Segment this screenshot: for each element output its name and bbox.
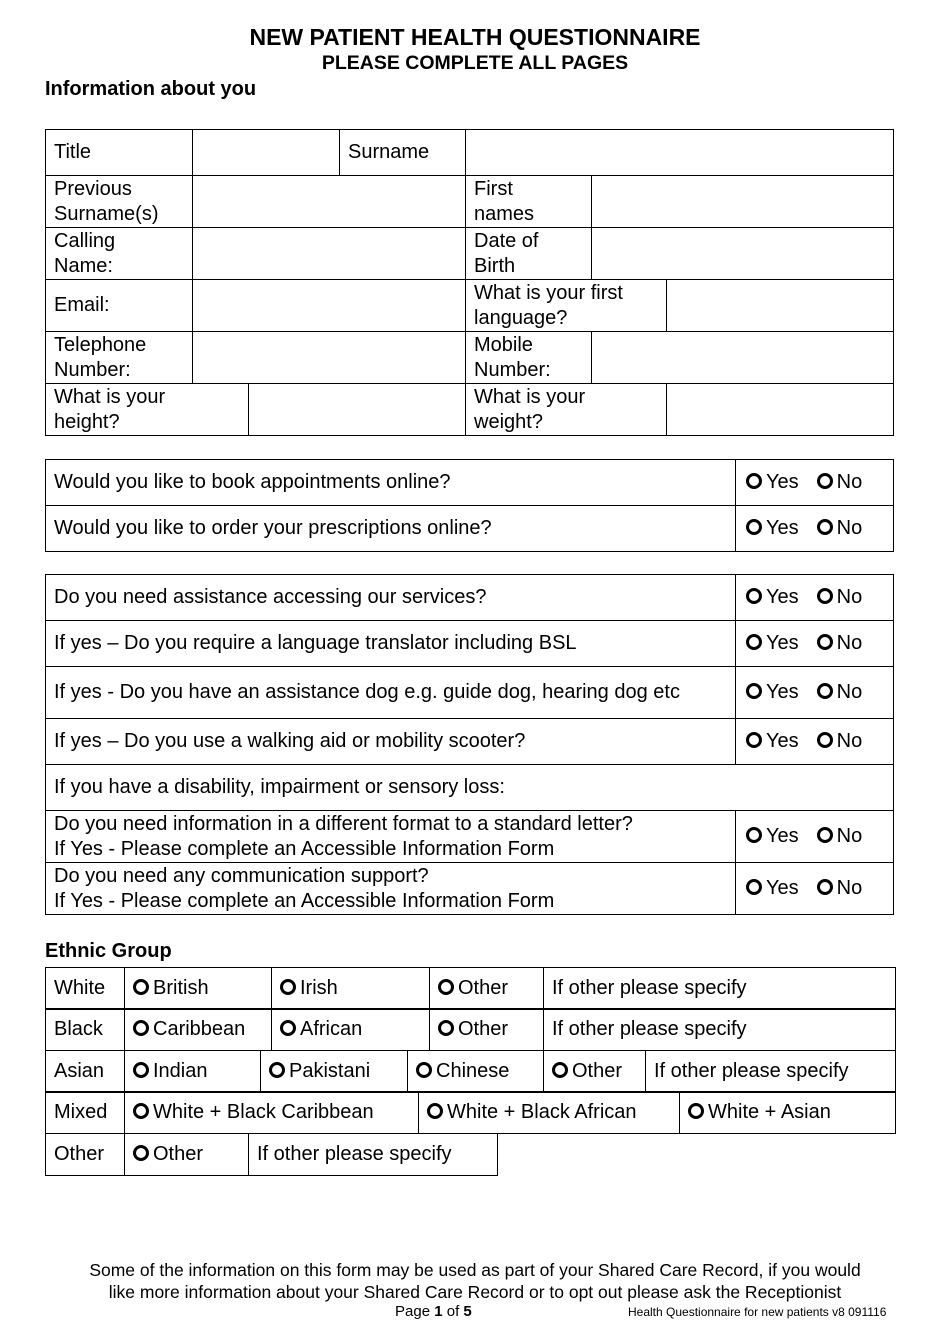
ethnic-white-irish-option[interactable]: Irish bbox=[280, 977, 338, 999]
page-number: Page 1 of 5 bbox=[395, 1303, 472, 1320]
translator-yes[interactable]: Yes bbox=[746, 632, 799, 654]
online-prescriptions-no[interactable]: No bbox=[817, 517, 863, 539]
form-version: Health Questionnaire for new patients v8 091116 bbox=[628, 1305, 887, 1319]
ethnic-other-specify-label: If other please specify bbox=[249, 1134, 498, 1176]
radio-icon bbox=[817, 519, 833, 535]
ethnic-other-label: Other bbox=[46, 1134, 125, 1176]
calling-name-label: Calling Name: bbox=[46, 228, 193, 280]
ethnic-mixed-white-black-caribbean-option[interactable]: White + Black Caribbean bbox=[133, 1101, 374, 1123]
radio-icon bbox=[280, 1020, 296, 1036]
ethnic-asian-label: Asian bbox=[46, 1051, 125, 1093]
different-format-no[interactable]: No bbox=[817, 825, 863, 847]
communication-support-question bbox=[46, 863, 736, 915]
ethnic-black-label: Black bbox=[46, 1009, 125, 1051]
radio-icon bbox=[817, 683, 833, 699]
different-format-line2: If Yes - Please complete an Accessible Information Form bbox=[54, 837, 555, 860]
previous-surname-label: Previous Surname(s) bbox=[46, 176, 193, 228]
radio-icon bbox=[438, 1020, 454, 1036]
first-language-label: What is your first language? bbox=[466, 280, 667, 332]
form-title: NEW PATIENT HEALTH QUESTIONNAIRE bbox=[249, 24, 701, 50]
different-format-question bbox=[46, 811, 736, 863]
ethnic-row-black bbox=[45, 1008, 896, 1051]
radio-icon bbox=[746, 588, 762, 604]
ethnic-mixed-white-asian-option[interactable]: White + Asian bbox=[688, 1101, 831, 1123]
assistance-question: Do you need assistance accessing our services? bbox=[46, 575, 736, 621]
assistance-dog-no[interactable]: No bbox=[817, 681, 863, 703]
first-names-field[interactable] bbox=[592, 176, 894, 228]
height-label: What is your height? bbox=[46, 384, 249, 436]
mobile-label: Mobile Number: bbox=[466, 332, 592, 384]
radio-icon bbox=[133, 1020, 149, 1036]
online-booking-yes[interactable]: Yes bbox=[746, 471, 799, 493]
calling-name-field[interactable] bbox=[193, 228, 466, 280]
radio-icon bbox=[688, 1103, 704, 1119]
ethnic-mixed-white-black-african-option[interactable]: White + Black African bbox=[427, 1101, 637, 1123]
surname-label: Surname bbox=[340, 130, 466, 176]
ethnic-other-other-option[interactable]: Other bbox=[133, 1143, 203, 1165]
first-language-field[interactable] bbox=[667, 280, 894, 332]
ethnic-asian-chinese-option[interactable]: Chinese bbox=[416, 1060, 509, 1082]
ethnic-row-mixed bbox=[45, 1091, 896, 1134]
radio-icon bbox=[438, 979, 454, 995]
ethnic-white-specify-field[interactable]: If other please specify bbox=[544, 968, 896, 1010]
email-label: Email: bbox=[46, 280, 193, 332]
ethnic-black-specify-field[interactable]: If other please specify bbox=[544, 1009, 896, 1051]
assistance-dog-yes[interactable]: Yes bbox=[746, 681, 799, 703]
section-heading-ethnic-group: Ethnic Group bbox=[45, 940, 172, 962]
assistance-dog-question: If yes - Do you have an assistance dog e.g. guide dog, hearing dog etc bbox=[46, 667, 736, 719]
online-prescriptions-yes[interactable]: Yes bbox=[746, 517, 799, 539]
ethnic-white-other-option[interactable]: Other bbox=[438, 977, 508, 999]
shared-care-notice-line1: Some of the information on this form may be used as part of your Shared Care Record, if you would bbox=[89, 1260, 861, 1280]
date-of-birth-field[interactable] bbox=[592, 228, 894, 280]
radio-icon bbox=[416, 1062, 432, 1078]
telephone-field[interactable] bbox=[193, 332, 466, 384]
surname-field[interactable] bbox=[466, 130, 894, 176]
ethnic-white-british-option[interactable]: British bbox=[133, 977, 209, 999]
online-booking-no[interactable]: No bbox=[817, 471, 863, 493]
radio-icon bbox=[746, 634, 762, 650]
radio-icon bbox=[746, 473, 762, 489]
radio-icon bbox=[746, 732, 762, 748]
assistance-no[interactable]: No bbox=[817, 586, 863, 608]
radio-icon bbox=[133, 1103, 149, 1119]
weight-label: What is your weight? bbox=[466, 384, 667, 436]
radio-icon bbox=[746, 519, 762, 535]
first-names-label: First names bbox=[466, 176, 592, 228]
radio-icon bbox=[817, 827, 833, 843]
ethnic-asian-indian-option[interactable]: Indian bbox=[133, 1060, 208, 1082]
radio-icon bbox=[746, 683, 762, 699]
walking-aid-yes[interactable]: Yes bbox=[746, 730, 799, 752]
radio-icon bbox=[817, 634, 833, 650]
assistance-table bbox=[45, 574, 894, 915]
online-prescriptions-question: Would you like to order your prescriptions online? bbox=[46, 506, 736, 552]
ethnic-row-other bbox=[45, 1133, 896, 1176]
telephone-label: Telephone Number: bbox=[46, 332, 193, 384]
ethnic-black-caribbean-option[interactable]: Caribbean bbox=[133, 1018, 245, 1040]
form-subtitle: PLEASE COMPLETE ALL PAGES bbox=[321, 52, 629, 74]
ethnic-white-label: White bbox=[46, 968, 125, 1010]
title-field[interactable] bbox=[193, 130, 340, 176]
radio-icon bbox=[746, 879, 762, 895]
radio-icon bbox=[817, 879, 833, 895]
radio-icon bbox=[817, 473, 833, 489]
different-format-line1: Do you need information in a different format to a standard letter? bbox=[54, 812, 633, 835]
radio-icon bbox=[269, 1062, 285, 1078]
radio-icon bbox=[133, 1145, 149, 1161]
radio-icon bbox=[133, 979, 149, 995]
translator-no[interactable]: No bbox=[817, 632, 863, 654]
personal-info-table bbox=[45, 129, 894, 436]
title-label: Title bbox=[46, 130, 193, 176]
translator-question: If yes – Do you require a language translator including BSL bbox=[46, 621, 736, 667]
radio-icon bbox=[746, 827, 762, 843]
radio-icon bbox=[427, 1103, 443, 1119]
communication-support-line2: If Yes - Please complete an Accessible Information Form bbox=[54, 889, 555, 912]
mobile-field[interactable] bbox=[592, 332, 894, 384]
radio-icon bbox=[280, 979, 296, 995]
different-format-yes[interactable]: Yes bbox=[746, 825, 799, 847]
ethnic-row-white bbox=[45, 967, 896, 1010]
ethnic-black-other-option[interactable]: Other bbox=[438, 1018, 508, 1040]
online-booking-question: Would you like to book appointments online? bbox=[46, 460, 736, 506]
ethnic-asian-pakistani-option[interactable]: Pakistani bbox=[269, 1060, 370, 1082]
walking-aid-no[interactable]: No bbox=[817, 730, 863, 752]
shared-care-notice-line2: like more information about your Shared Care Record or to opt out please ask the Receptionist bbox=[108, 1282, 842, 1302]
weight-field[interactable] bbox=[667, 384, 894, 436]
ethnic-mixed-label: Mixed bbox=[46, 1092, 125, 1134]
height-field[interactable] bbox=[249, 384, 466, 436]
radio-icon bbox=[552, 1062, 568, 1078]
section-heading-information: Information about you bbox=[45, 78, 257, 100]
disability-heading: If you have a disability, impairment or sensory loss: bbox=[46, 765, 894, 811]
email-field[interactable] bbox=[193, 280, 466, 332]
ethnic-row-asian bbox=[45, 1050, 896, 1093]
radio-icon bbox=[133, 1062, 149, 1078]
ethnic-other-specify-field[interactable] bbox=[498, 1134, 896, 1176]
radio-icon bbox=[817, 588, 833, 604]
communication-support-line1: Do you need any communication support? bbox=[54, 864, 429, 887]
online-services-table bbox=[45, 459, 894, 552]
communication-support-no[interactable]: No bbox=[817, 877, 863, 899]
radio-icon bbox=[817, 732, 833, 748]
date-of-birth-label: Date of Birth bbox=[466, 228, 592, 280]
ethnic-asian-other-option[interactable]: Other bbox=[552, 1060, 622, 1082]
shared-care-notice bbox=[30, 1259, 920, 1303]
assistance-yes[interactable]: Yes bbox=[746, 586, 799, 608]
ethnic-asian-specify-field[interactable]: If other please specify bbox=[646, 1051, 896, 1093]
ethnic-black-african-option[interactable]: African bbox=[280, 1018, 362, 1040]
walking-aid-question: If yes – Do you use a walking aid or mobility scooter? bbox=[46, 719, 736, 765]
communication-support-yes[interactable]: Yes bbox=[746, 877, 799, 899]
previous-surname-field[interactable] bbox=[193, 176, 466, 228]
